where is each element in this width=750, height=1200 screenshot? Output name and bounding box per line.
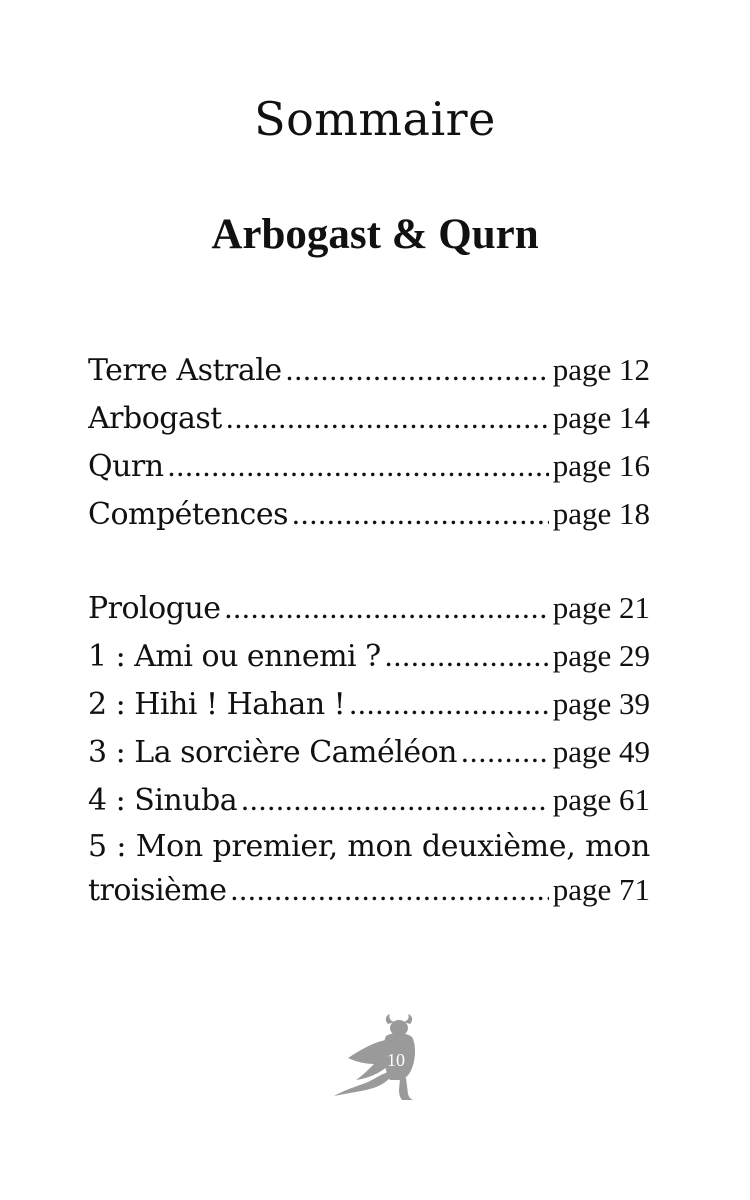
viking-silhouette-icon: [326, 1012, 426, 1102]
toc-entry-label: Terre Astrale: [88, 353, 282, 388]
toc-entry-page: page 12: [552, 352, 650, 387]
toc-entry-page: page 18: [552, 496, 650, 531]
toc-entry-terre-astrale[interactable]: [88, 348, 650, 396]
dot-leader: [292, 492, 549, 536]
dot-leader: [286, 348, 549, 392]
toc-entry-page: page 39: [552, 686, 650, 721]
toc-entry-label: 1 : Ami ou ennemi ?: [88, 639, 381, 674]
page-number: 10: [387, 1050, 405, 1070]
toc-entry-prologue[interactable]: [88, 586, 650, 634]
toc-entry-label: Qurn: [88, 449, 164, 484]
dot-leader: [461, 730, 549, 774]
toc-entry-label: Compétences: [88, 497, 289, 532]
toc-entry-chapter-1[interactable]: [88, 634, 650, 682]
toc-entry-page: page 49: [552, 734, 650, 769]
toc-entry-chapter-2[interactable]: [88, 682, 650, 730]
toc-chapters-section: [88, 586, 650, 913]
toc-entry-label: 4 : Sinuba: [88, 783, 238, 818]
dot-leader: [226, 396, 549, 440]
dot-leader: [349, 682, 548, 726]
toc-entry-label: 3 : La sorcière Caméléon: [88, 735, 457, 770]
toc-entry-label-line1: 5 : Mon premier, mon deuxième, mon: [88, 829, 650, 864]
toc-entry-chapter-3[interactable]: [88, 730, 650, 778]
toc-entry-competences[interactable]: [88, 492, 650, 540]
page-title: Sommaire: [254, 92, 496, 146]
toc-intro-section: [88, 348, 650, 540]
toc-entry-arbogast[interactable]: [88, 396, 650, 444]
toc-entry-line2: [88, 868, 650, 913]
toc-entry-page: page 16: [552, 448, 650, 483]
toc-entry-page: page 14: [552, 400, 650, 435]
dot-leader: [231, 868, 549, 912]
toc-entry-chapter-5[interactable]: [88, 826, 650, 913]
toc-entry-label: 2 : Hihi ! Hahan !: [88, 687, 346, 722]
dot-leader: [168, 444, 549, 488]
toc-entry-label: Arbogast: [88, 401, 222, 436]
toc-entry-label: Prologue: [88, 591, 221, 626]
toc-entry-chapter-4[interactable]: [88, 778, 650, 826]
dot-leader: [241, 778, 549, 822]
dot-leader: [225, 586, 549, 630]
dot-leader: [385, 634, 549, 678]
toc-entry-page: page 71: [552, 872, 650, 907]
book-title: Arbogast & Qurn: [211, 211, 539, 258]
toc-entry-page: page 21: [552, 590, 650, 625]
toc-entry-page: page 61: [552, 782, 650, 817]
toc-entry-label-line2: troisième: [88, 873, 227, 908]
toc-entry-qurn[interactable]: [88, 444, 650, 492]
toc-entry-page: page 29: [552, 638, 650, 673]
